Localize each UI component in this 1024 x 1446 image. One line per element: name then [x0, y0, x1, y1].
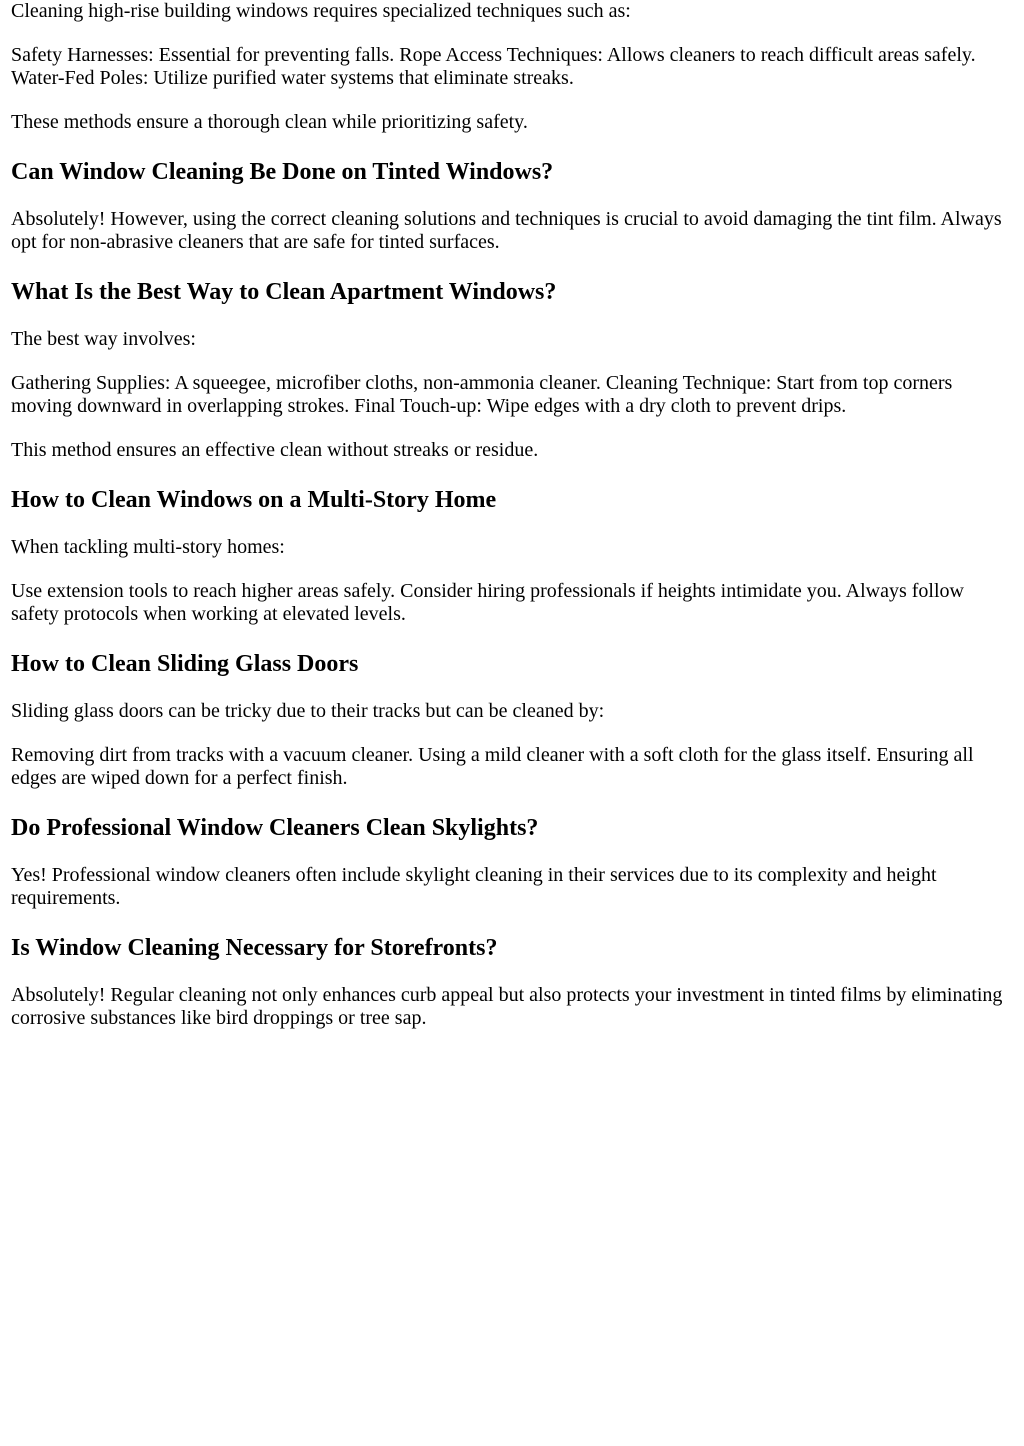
- section-paragraph: The best way involves:: [11, 328, 196, 350]
- section-heading: Is Window Cleaning Necessary for Storefronts?: [11, 935, 498, 961]
- section-tinted-windows: [11, 155, 1014, 254]
- section-paragraph: Removing dirt from tracks with a vacuum cleaner. Using a mild cleaner with a soft cloth for the glass itself. Ensuring all edges are wiped down for a perfect finish.: [11, 744, 974, 789]
- intro-lead-paragraph: Cleaning high-rise building windows requires specialized techniques such as:: [11, 0, 631, 22]
- section-heading: How to Clean Windows on a Multi-Story Home: [11, 487, 497, 513]
- intro-closing-paragraph: These methods ensure a thorough clean while prioritizing safety.: [11, 111, 528, 133]
- section-storefronts: [11, 931, 1014, 1030]
- intro-techniques-paragraph: Safety Harnesses: Essential for preventing falls. Rope Access Techniques: Allows cleaners to reach difficult areas safely. Water-Fed Poles: Utilize purified water systems that eliminate streaks.: [11, 44, 976, 89]
- section-paragraph: Yes! Professional window cleaners often include skylight cleaning in their services due to its complexity and height requirements.: [11, 864, 937, 909]
- section-multi-story-home: [11, 483, 1014, 626]
- section-paragraph: Absolutely! However, using the correct cleaning solutions and techniques is crucial to avoid damaging the tint film. Always opt for non-abrasive cleaners that are safe for tinted surfaces.: [11, 208, 1002, 253]
- section-paragraph: Gathering Supplies: A squeegee, microfiber cloths, non-ammonia cleaner. Cleaning Technique: Start from top corners moving downward in overlapping strokes. Final Touch-up: Wipe edges with a dry cloth to prevent drips.: [11, 372, 953, 417]
- section-heading: How to Clean Sliding Glass Doors: [11, 651, 359, 677]
- section-heading: Do Professional Window Cleaners Clean Skylights?: [11, 815, 539, 841]
- section-paragraph: Sliding glass doors can be tricky due to their tracks but can be cleaned by:: [11, 700, 605, 722]
- section-sliding-glass-doors: [11, 647, 1014, 790]
- section-paragraph: Absolutely! Regular cleaning not only enhances curb appeal but also protects your investment in tinted films by eliminating corrosive substances like bird droppings or tree sap.: [11, 984, 1003, 1029]
- section-skylights: [11, 811, 1014, 910]
- section-paragraph: This method ensures an effective clean without streaks or residue.: [11, 439, 539, 461]
- section-apartment-windows: [11, 275, 1014, 462]
- section-paragraph: When tackling multi-story homes:: [11, 536, 285, 558]
- section-heading: What Is the Best Way to Clean Apartment Windows?: [11, 279, 557, 305]
- section-paragraph: Use extension tools to reach higher areas safely. Consider hiring professionals if heights intimidate you. Always follow safety protocols when working at elevated levels.: [11, 580, 964, 625]
- section-heading: Can Window Cleaning Be Done on Tinted Windows?: [11, 159, 554, 185]
